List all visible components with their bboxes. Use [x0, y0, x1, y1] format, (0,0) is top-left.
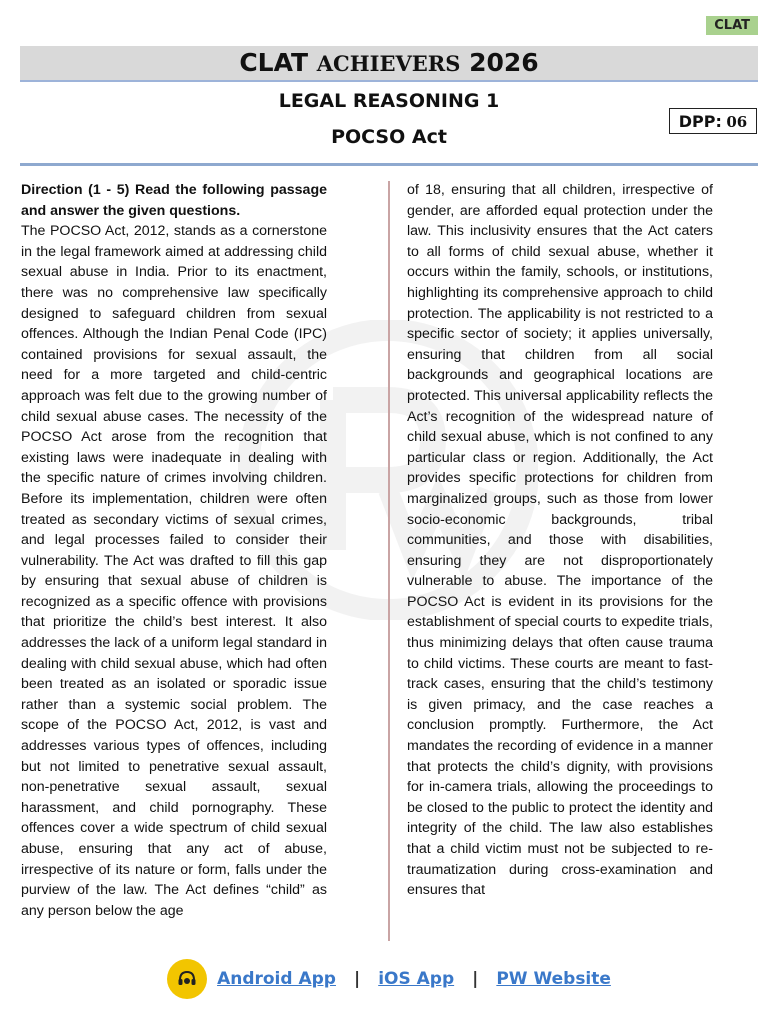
column-divider — [388, 181, 390, 941]
footer — [0, 958, 768, 1000]
passage-direction: Direction (1 - 5) Read the following passage and answer the given questions. — [21, 182, 327, 219]
dpp-box — [669, 108, 757, 134]
footer-separator: | — [472, 969, 479, 989]
passage-right-column — [407, 180, 713, 901]
header-rule — [20, 163, 758, 166]
passage-left-text: The POCSO Act, 2012, stands as a cornerstone in the legal framework aimed at addressing child sexual abuse in India. Prior to its enactment, there was no comprehensive law specifically designed to safeguard children from sexual offences. Although the Indian Penal Code (IPC) contained provisions for sexual assault, the need for a more targeted and child-centric approach was felt due to the growing number of child sexual abuse cases. The necessity of the POCSO Act arose from the recognition that existing laws were inadequate in dealing with the specific nature of crimes involving children. Before its implementation, children were often treated as secondary victims of sexual crimes, and legal processes failed to consider their vulnerability. The Act was drafted to fill this gap by ensuring that sexual abuse of children is recognized as a specific offence with provisions that prioritize the child’s best interest. It also addresses the lack of a uniform legal standard in dealing with child sexual abuse, which had often been treated as an isolated or sporadic issue rather than a systemic social problem. The scope of the POCSO Act, 2012, is vast and addresses various types of offences, including but not limited to penetrative sexual assault, non-penetrative sexual assault, sexual harassment, and child pornography. These offences cover a wide spectrum of child sexual abuse, ensuring that any act of abuse, irrespective of its nature or form, falls under the purview of the law. The Act defines “child” as any person below the age — [21, 223, 327, 919]
clat-tag: CLAT — [706, 16, 758, 35]
dpp-label: DPP: — [678, 112, 722, 131]
customer-service-headset-icon[interactable] — [167, 959, 207, 999]
title-achievers: ACHIEVERS — [316, 51, 461, 76]
ios-app-link[interactable]: iOS App — [378, 969, 455, 989]
subject-heading: LEGAL REASONING 1 — [278, 90, 500, 112]
passage-left-column — [21, 180, 327, 921]
title-bar — [20, 46, 758, 82]
pw-website-link[interactable]: PW Website — [496, 969, 611, 989]
android-app-link[interactable]: Android App — [217, 969, 336, 989]
footer-separator: | — [353, 969, 361, 989]
dpp-number: 06 — [726, 113, 748, 131]
title-clat: CLAT — [239, 48, 317, 77]
passage-right-text: of 18, ensuring that all children, irrespective of gender, are afforded equal protection under the law. This inclusivity ensures that the Act caters to all forms of child sexual abuse, whether it occurs within the family, schools, or institutions, highlighting its comprehensive approach to child protection. The applicability is not restricted to a specific sector of society; it applies universally, ensuring that children from all social backgrounds and geographical locations are protected. This universal applicability reflects the Act’s recognition of the widespread nature of child sexual abuse, which is not confined to any particular class or region. Additionally, the Act provides specific protections for children from marginalized groups, such as those from lower socio-economic backgrounds, tribal communities, and those with disabilities, ensuring they are not disproportionately vulnerable to abuse. The importance of the POCSO Act is evident in its provisions for the establishment of special courts to expedite trials, thus minimizing delays that often cause trauma to child victims. These courts are meant to fast-track cases, ensuring that the child’s testimony is given primacy, and the case reaches a conclusion promptly. Furthermore, the Act mandates the recording of evidence in a manner that protects the child’s dignity, with provisions for in-camera trials, allowing the proceedings to be closed to the public to protect the identity and integrity of the child. The law also establishes that a child victim must not be subjected to re-traumatization during cross-examination and ensures that — [407, 182, 713, 899]
title-year: 2026 — [460, 48, 539, 77]
topic-heading: POCSO Act — [331, 126, 447, 148]
